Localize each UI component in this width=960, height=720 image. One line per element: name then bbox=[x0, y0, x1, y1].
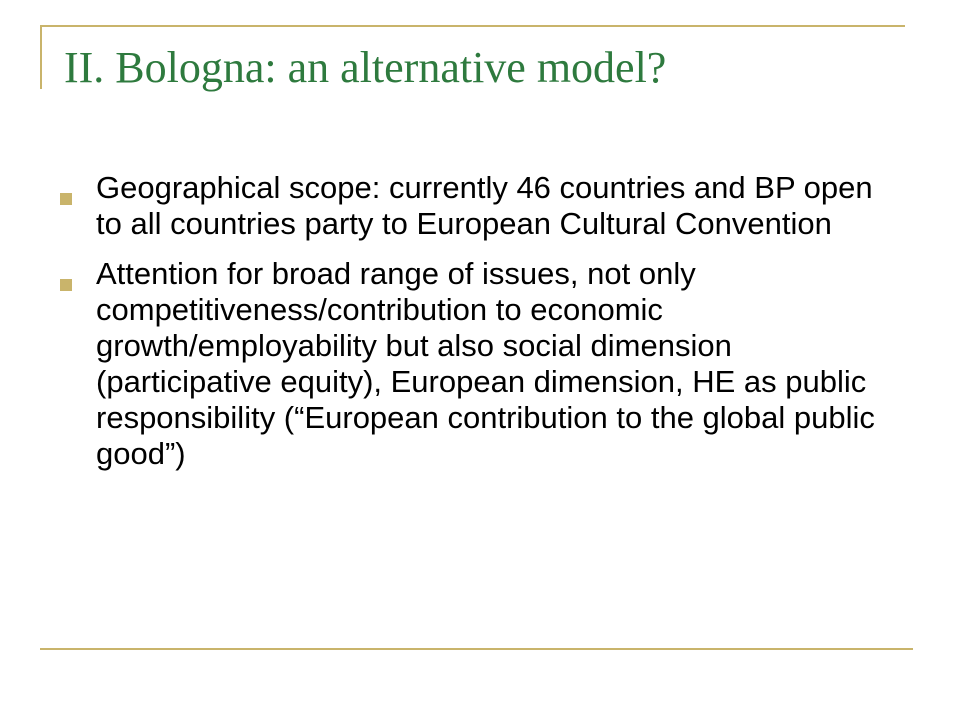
bullet-list bbox=[60, 170, 880, 486]
bottom-border-rule bbox=[40, 648, 913, 650]
square-bullet-icon bbox=[60, 279, 72, 291]
top-border-rule bbox=[40, 25, 905, 27]
bullet-text: Geographical scope: currently 46 countries and BP open to all countries party to European Cultural Convention bbox=[96, 170, 873, 241]
slide-title: II. Bologna: an alternative model? bbox=[64, 43, 667, 92]
square-bullet-icon bbox=[60, 193, 72, 205]
bullet-item-broad-range-of-issues bbox=[60, 256, 880, 472]
bullet-item-geographical-scope bbox=[60, 170, 880, 242]
left-border-rule bbox=[40, 25, 42, 89]
bullet-text: Attention for broad range of issues, not only competitiveness/contribution to economic growth/employability but also social dimension (participative equity), European dimension, HE as public responsibility (“European contribution to the global public good”) bbox=[96, 256, 875, 471]
